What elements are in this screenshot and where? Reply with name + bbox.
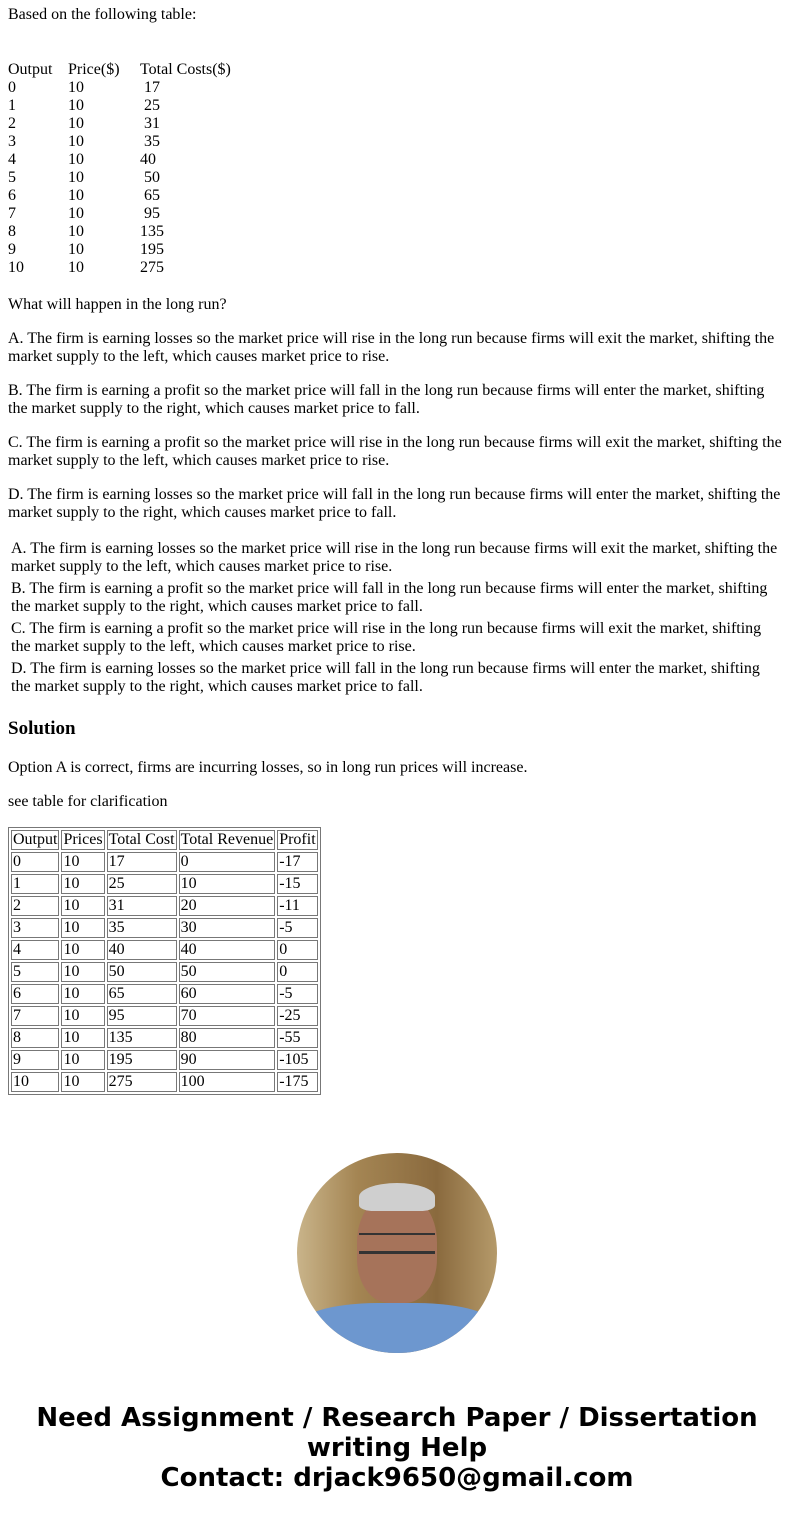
table-cell: 50 (107, 962, 177, 982)
answer-options-list (11, 540, 782, 700)
banner-line-1: Need Assignment / Research Paper / Dissertation (36, 1403, 758, 1433)
table-row (11, 852, 318, 872)
table-row (11, 940, 318, 960)
solution-answer: Option A is correct, firms are incurring losses, so in long run prices will increase. (8, 759, 528, 776)
table-cell: 1 (11, 874, 59, 894)
cost-table-row (8, 205, 244, 223)
table-row (11, 962, 318, 982)
answer-option-d[interactable]: D. The firm is earning losses so the market price will fall in the long run because firms will enter the market, shifting the market supply to the right, which causes market price to fall. (11, 660, 760, 695)
table-cell: 100 (179, 1072, 276, 1092)
table-cell: 0 (277, 940, 317, 960)
table-cell: -55 (277, 1028, 317, 1048)
table-cell: 0 (277, 962, 317, 982)
table-cell: -25 (277, 1006, 317, 1026)
cost-table-row (8, 115, 244, 133)
table-cell: 10 (61, 1006, 104, 1026)
table-cell: 10 (61, 852, 104, 872)
header-cell: Total Cost (108, 831, 175, 848)
table-cell: 10 (61, 896, 104, 916)
cell: 10 (68, 115, 84, 132)
cell: 10 (8, 259, 24, 276)
cost-table-row (8, 241, 244, 259)
table-row (11, 1028, 318, 1048)
header-total-costs: Total Costs($) (140, 61, 231, 78)
table-cell: -5 (277, 918, 317, 938)
table-cell: 10 (61, 984, 104, 1004)
table-row (11, 896, 318, 916)
table-row (11, 984, 318, 1004)
header-cell: Profit (279, 831, 316, 848)
table-cell: 40 (107, 940, 177, 960)
cell: 0 (8, 79, 16, 96)
solution-note: see table for clarification (8, 793, 168, 810)
table-row (11, 874, 318, 894)
table-cell: 4 (11, 940, 59, 960)
question-text: What will happen in the long run? (8, 296, 227, 313)
table-cell: 10 (61, 918, 104, 938)
solution-heading: Solution (8, 718, 76, 739)
cell: 10 (68, 133, 84, 150)
header-cell: Output (13, 831, 58, 848)
option-d-text: D. The firm is earning losses so the market price will fall in the long run because firms will enter the market, shifting the market supply to the right, which causes market price to fall. (8, 486, 781, 521)
table-cell: 80 (179, 1028, 276, 1048)
table-cell: 9 (11, 1050, 59, 1070)
table-cell: 195 (107, 1050, 177, 1070)
contact-banner (0, 1403, 794, 1493)
cell: 8 (8, 223, 16, 240)
table-cell: 135 (107, 1028, 177, 1048)
cost-table-row (8, 223, 244, 241)
table-cell: 2 (11, 896, 59, 916)
intro-text: Based on the following table: (8, 6, 197, 23)
table-cell: 25 (107, 874, 177, 894)
cell: 10 (68, 259, 84, 276)
cost-table-row (8, 259, 244, 277)
cost-table-row (8, 133, 244, 151)
table-cell: 275 (107, 1072, 177, 1092)
table-cell: 6 (11, 984, 59, 1004)
table-cell: 90 (179, 1050, 276, 1070)
table-cell: 50 (179, 962, 276, 982)
option-c-text: C. The firm is earning a profit so the market price will rise in the long run because firms will exit the market, shifting the market supply to the left, which causes market price to rise. (8, 434, 782, 469)
table-row (11, 1006, 318, 1026)
cell: 10 (68, 223, 84, 240)
cell: 10 (68, 97, 84, 114)
header-price: Price($) (68, 61, 120, 78)
cell: 10 (68, 151, 84, 168)
cost-table-text (8, 61, 244, 277)
table-cell: 3 (11, 918, 59, 938)
table-cell: -15 (277, 874, 317, 894)
profit-table-header (11, 830, 318, 850)
profit-table (8, 827, 321, 1095)
table-cell: 10 (61, 1050, 104, 1070)
cost-table-row (8, 187, 244, 205)
table-cell: -175 (277, 1072, 317, 1092)
table-cell: 40 (179, 940, 276, 960)
table-cell: 0 (11, 852, 59, 872)
table-cell: 7 (11, 1006, 59, 1026)
author-avatar (297, 1153, 497, 1353)
cell: 195 (140, 241, 164, 258)
answer-option-b[interactable]: B. The firm is earning a profit so the market price will fall in the long run because firms will enter the market, shifting the market supply to the right, which causes market price to fall. (11, 580, 768, 615)
table-cell: 31 (107, 896, 177, 916)
table-cell: 65 (107, 984, 177, 1004)
table-row (11, 1072, 318, 1092)
header-output: Output (8, 61, 53, 78)
table-cell: 10 (61, 940, 104, 960)
cell: 95 (144, 205, 160, 222)
table-cell: 70 (179, 1006, 276, 1026)
table-cell: 60 (179, 984, 276, 1004)
option-a-text: A. The firm is earning losses so the market price will rise in the long run because firms will exit the market, shifting the market supply to the left, which causes market price to rise. (8, 330, 775, 365)
cost-table-row (8, 169, 244, 187)
table-cell: 10 (11, 1072, 59, 1092)
table-cell: 5 (11, 962, 59, 982)
table-cell: 10 (61, 962, 104, 982)
table-row (11, 918, 318, 938)
cell: 3 (8, 133, 16, 150)
cell: 5 (8, 169, 16, 186)
cell: 10 (68, 169, 84, 186)
header-cell: Total Revenue (180, 831, 274, 848)
cell: 31 (144, 115, 160, 132)
cell: 10 (68, 187, 84, 204)
cell: 65 (144, 187, 160, 204)
cell: 4 (8, 151, 16, 168)
cell: 7 (8, 205, 16, 222)
option-b-text: B. The firm is earning a profit so the market price will fall in the long run because firms will enter the market, shifting the market supply to the right, which causes market price to fall. (8, 382, 765, 417)
cell: 135 (140, 223, 164, 240)
table-cell: 0 (179, 852, 276, 872)
cost-table-row (8, 151, 244, 169)
cell: 35 (144, 133, 160, 150)
avatar-shirt (297, 1303, 497, 1353)
table-cell: 20 (179, 896, 276, 916)
cell: 50 (144, 169, 160, 186)
avatar-hair (359, 1183, 435, 1211)
table-cell: 8 (11, 1028, 59, 1048)
table-cell: -11 (277, 896, 317, 916)
table-cell: 10 (179, 874, 276, 894)
banner-line-3: Contact: drjack9650@gmail.com (160, 1463, 634, 1493)
cost-table-header (8, 61, 244, 79)
banner-line-2: writing Help (306, 1433, 488, 1463)
cell: 25 (144, 97, 160, 114)
table-cell: 10 (61, 874, 104, 894)
cell: 17 (144, 79, 160, 96)
cell: 2 (8, 115, 16, 132)
table-cell: -105 (277, 1050, 317, 1070)
cell: 10 (68, 79, 84, 96)
table-cell: -17 (277, 852, 317, 872)
answer-option-c[interactable]: C. The firm is earning a profit so the market price will rise in the long run because firms will exit the market, shifting the market supply to the left, which causes market price to rise. (11, 620, 762, 655)
table-cell: 10 (61, 1028, 104, 1048)
table-row (11, 1050, 318, 1070)
table-cell: 10 (61, 1072, 104, 1092)
cell: 40 (140, 151, 156, 168)
table-cell: 95 (107, 1006, 177, 1026)
table-cell: -5 (277, 984, 317, 1004)
cell: 1 (8, 97, 16, 114)
cost-table-row (8, 79, 244, 97)
table-cell: 30 (179, 918, 276, 938)
answer-option-a[interactable]: A. The firm is earning losses so the market price will rise in the long run because firms will exit the market, shifting the market supply to the left, which causes market price to rise. (11, 540, 778, 575)
header-cell: Prices (63, 831, 103, 848)
cell: 275 (140, 259, 164, 276)
cell: 9 (8, 241, 16, 258)
cell: 10 (68, 241, 84, 258)
cell: 6 (8, 187, 16, 204)
cell: 10 (68, 205, 84, 222)
cost-table-row (8, 97, 244, 115)
avatar-glasses (359, 1233, 435, 1254)
table-cell: 35 (107, 918, 177, 938)
table-cell: 17 (107, 852, 177, 872)
